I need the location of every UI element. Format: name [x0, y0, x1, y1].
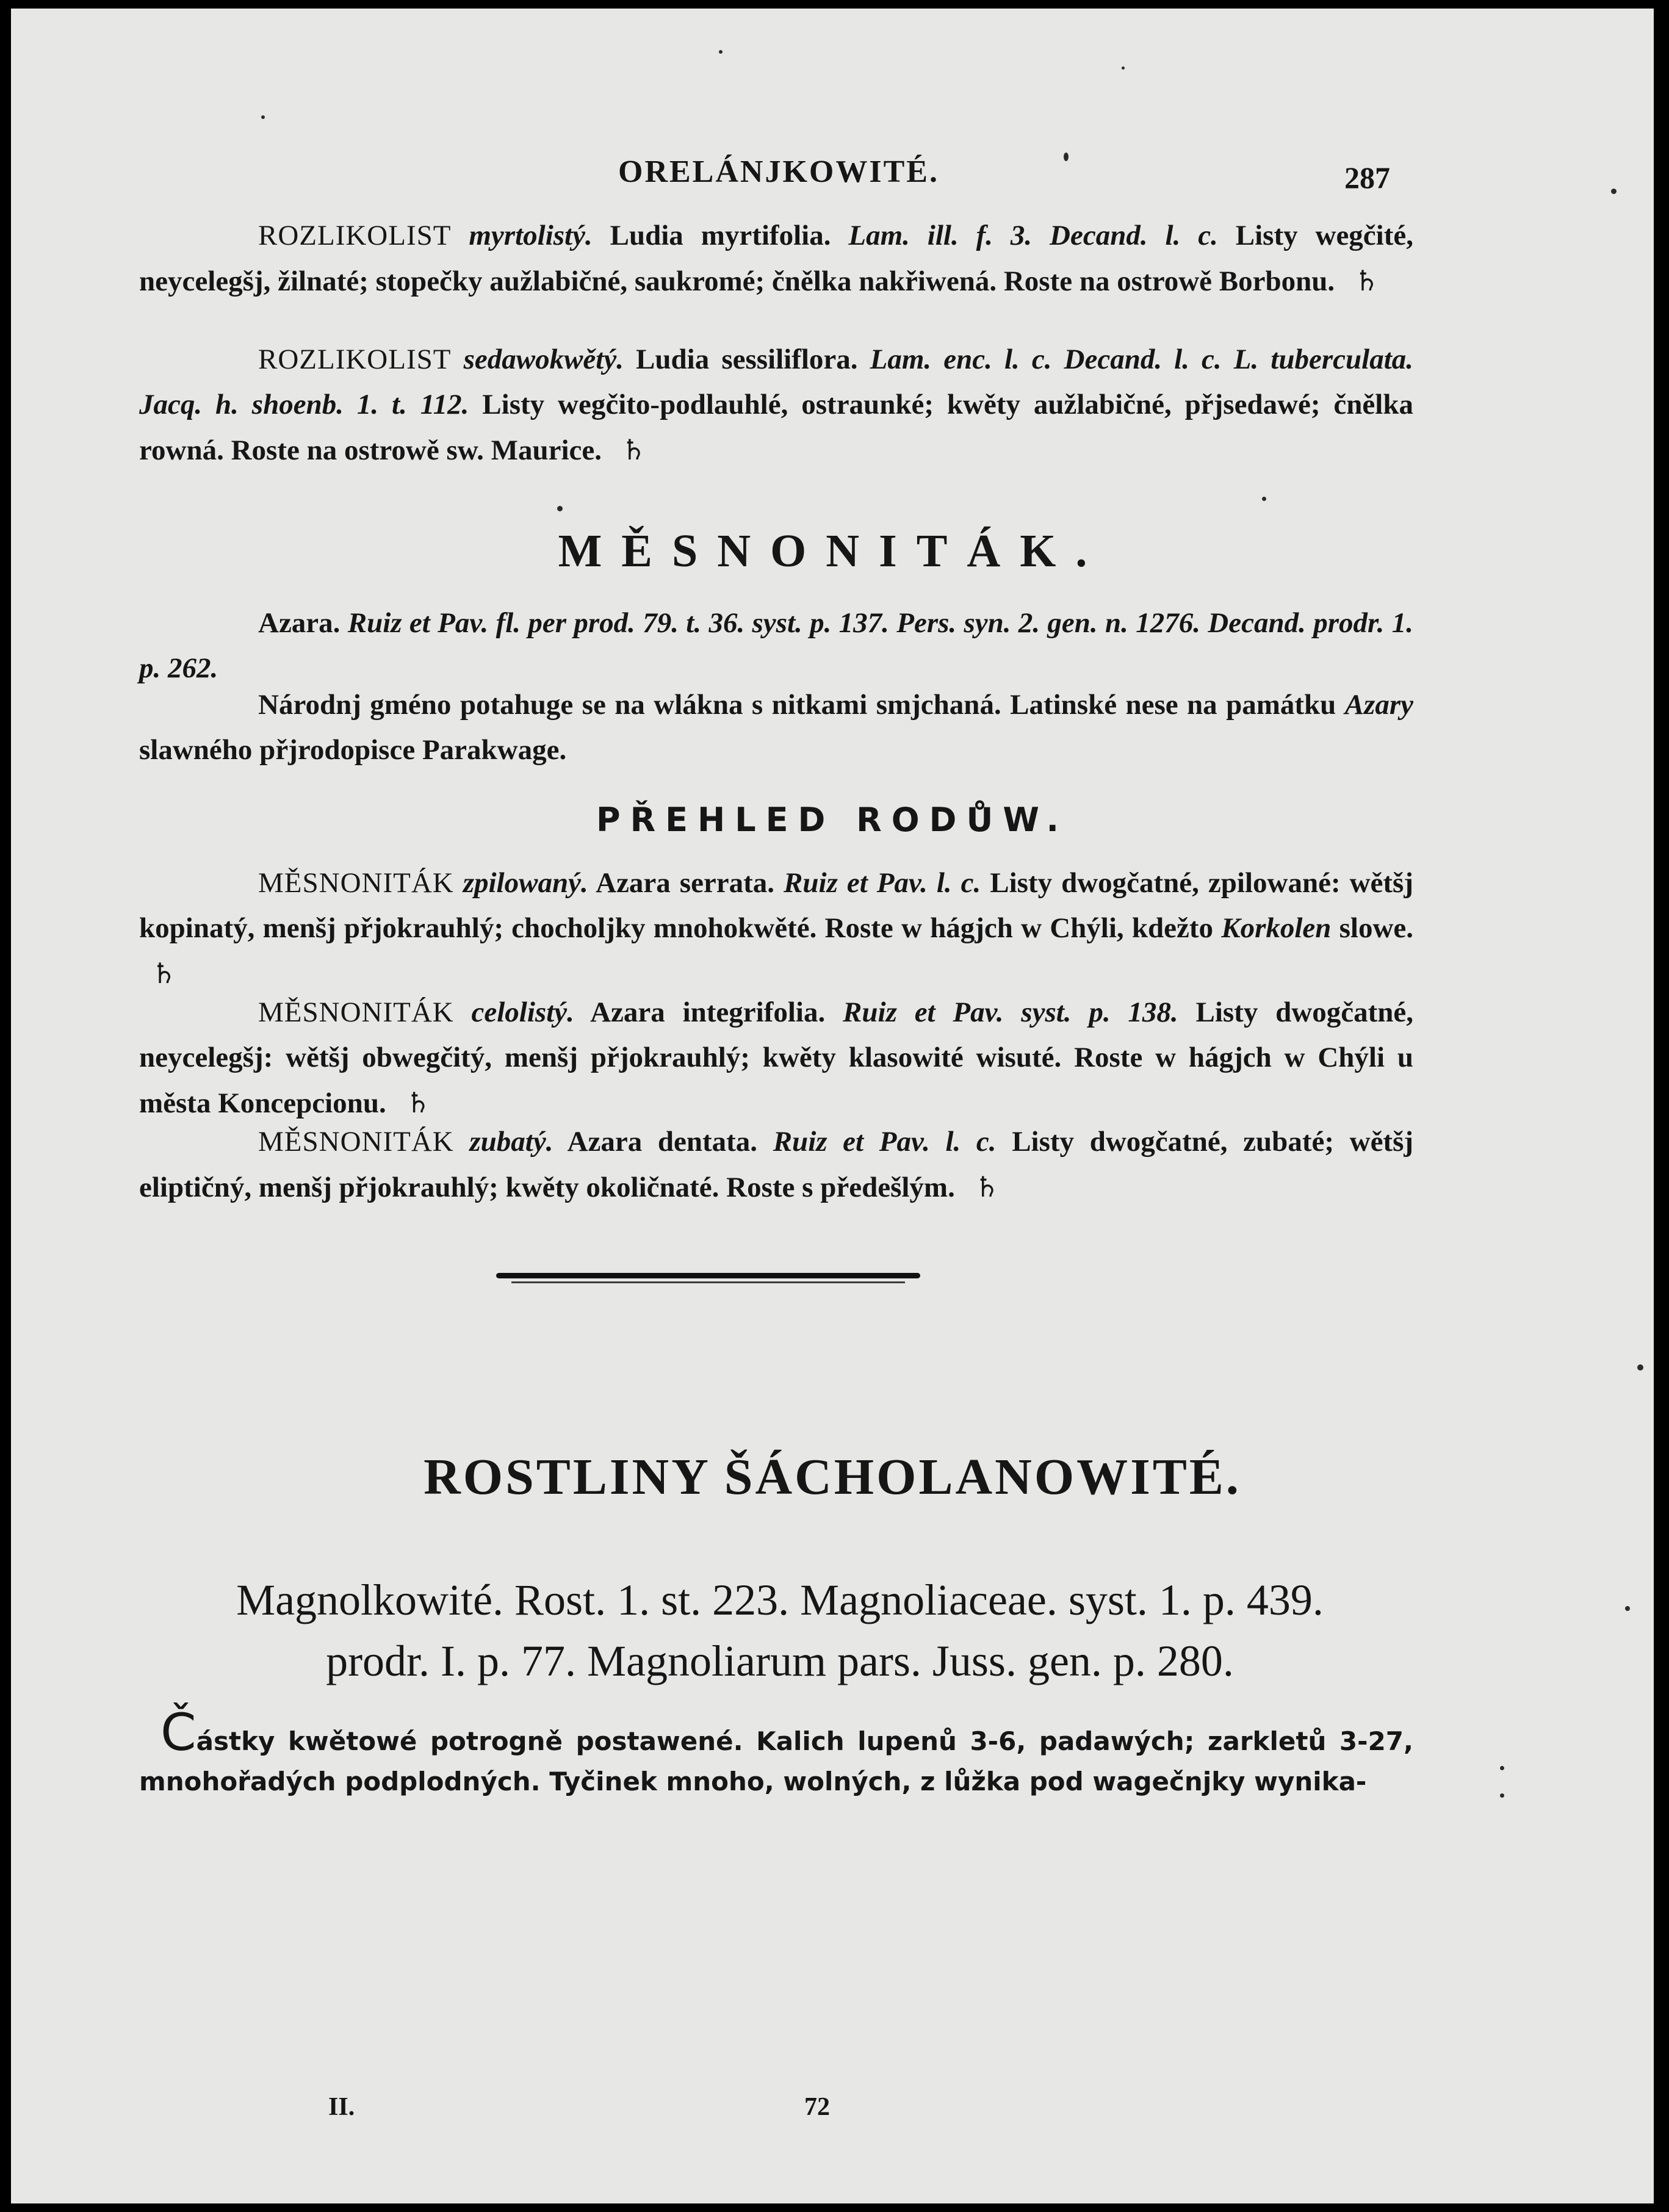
shrub-symbol-icon: ♄: [974, 1170, 1000, 1203]
references: Ruiz et Pav. syst. p. 138.: [843, 996, 1178, 1028]
paper-speck: [719, 50, 723, 54]
overview-heading: PŘEHLED RODŮW.: [596, 801, 1069, 839]
signature-mark: II.: [328, 2093, 355, 2121]
entry-ludia-myrtifolia: [139, 213, 1413, 304]
genus-name: MĚSNONITÁK: [258, 996, 454, 1028]
entry-azara-serrata: [139, 860, 1413, 996]
shrub-symbol-icon: ♄: [1354, 264, 1380, 297]
description: Listy dwogčatné, zubaté; wětšj eliptičný, menšj přjokrauhlý; kwěty okoličnaté. Roste s předešlým.: [139, 1126, 1414, 1203]
description: Listy wegčito-podlauhlé, ostraunké; kwěty aužlabičné, přjsedawé; čnělka rowná. Roste na ostrowě sw. Maurice.: [139, 389, 1413, 466]
entry-ludia-sessiliflora: [139, 337, 1413, 473]
family-synonymy-line2: prodr. I. p. 77. Magnoliarum pars. Juss. gen. p. 280.: [326, 1637, 1234, 1685]
synonymy-name: Azara.: [258, 607, 341, 639]
genus-synonymy: [139, 600, 1413, 691]
etymology-text-end: slawného přjrodopisce Parakwage.: [139, 734, 567, 766]
latin-name: Azara integrifolia.: [590, 996, 826, 1028]
species-epithet: zubatý.: [469, 1126, 553, 1158]
latin-name: Ludia sessiliflora.: [636, 344, 858, 375]
family-description: [139, 1702, 1413, 1802]
etymology-person: Azary: [1344, 689, 1413, 721]
genus-name: ROZLIKOLIST: [258, 344, 452, 375]
genus-name: ROZLIKOLIST: [258, 220, 452, 251]
book-page: [11, 9, 1654, 2203]
references: Lam. enc. l. c. Decand. l. c. L. tuberculata. Jacq. h. shoenb. 1. t. 112.: [139, 344, 1414, 420]
species-epithet: sedawokwětý.: [463, 344, 624, 375]
family-heading: ROSTLINY ŠÁCHOLANOWITÉ.: [424, 1449, 1241, 1505]
page-number: 287: [1344, 160, 1390, 195]
description: Listy dwogčatné, zpilowané: wětšj kopinatý, menšj přjokrauhlý; chocholjky mnohokwěté. Roste w hágjch w Chýli, kdežto: [139, 867, 1413, 944]
drop-capital: Č: [160, 1702, 196, 1762]
paper-speck: [1637, 1364, 1643, 1371]
latin-name: Azara serrata.: [596, 867, 775, 899]
references: Lam. ill. f. 3. Decand. l. c.: [848, 220, 1218, 251]
paper-speck: [1625, 1606, 1630, 1611]
sheet-number: 72: [804, 2093, 830, 2121]
shrub-symbol-icon: ♄: [621, 433, 647, 466]
etymology-text: Národnj gméno potahuge se na wlákna s nitkami smjchaná. Latinské nese na památku: [258, 689, 1336, 721]
shrub-symbol-icon: ♄: [405, 1086, 431, 1119]
paper-speck: [1122, 67, 1125, 70]
local-name: Korkolen: [1221, 912, 1332, 944]
species-epithet: zpilowaný.: [463, 867, 588, 899]
paper-speck: [1064, 153, 1069, 161]
family-synonymy-line1: Magnolkowité. Rost. 1. st. 223. Magnoliaceae. syst. 1. p. 439.: [236, 1576, 1324, 1624]
paper-speck: [261, 115, 265, 119]
synonymy-references: Ruiz et Pav. fl. per prod. 79. t. 36. syst. p. 137. Pers. syn. 2. gen. n. 1276. Decand. prodr. 1. p. 262.: [139, 607, 1414, 684]
running-head: ORELÁNJKOWITÉ.: [618, 154, 939, 189]
description: Listy dwogčatné, neycelegšj: wětšj obwegčitý, menšj přjokrauhlý; kwěty klasowité wisuté. Roste w hágjch w Chýli u města Koncepcionu.: [139, 996, 1413, 1119]
section-divider-thin: [511, 1281, 905, 1283]
paper-speck: [1262, 497, 1266, 501]
family-synonymy: [133, 1569, 1427, 1691]
genus-etymology: [139, 682, 1413, 773]
description: Listy wegčité, neycelegšj, žilnaté; stopečky aužlabičné, saukromé; čnělka nakřiwená. Roste na ostrowě Borbonu.: [139, 220, 1413, 297]
description-end: slowe.: [1339, 912, 1414, 944]
references: Ruiz et Pav. l. c.: [773, 1126, 997, 1158]
section-divider: [496, 1273, 920, 1278]
paper-speck: [1500, 1793, 1504, 1798]
paper-speck: [557, 506, 563, 511]
family-description-text: ástky kwětowé potrogně postawené. Kalich lupenů 3-6, padawých; zarkletů 3-27, mnohořadých podplodných. Tyčinek mnoho, wolných, z lůžka pod wagečnjky wynika-: [139, 1726, 1413, 1796]
genus-name: MĚSNONITÁK: [258, 1126, 454, 1158]
genus-name: MĚSNONITÁK: [258, 867, 454, 899]
shrub-symbol-icon: ♄: [151, 957, 177, 990]
species-epithet: myrtolistý.: [469, 220, 593, 251]
genus-heading: MĚSNONITÁK.: [558, 525, 1107, 577]
entry-azara-dentata: [139, 1119, 1413, 1210]
paper-speck: [1611, 189, 1617, 194]
entry-azara-integrifolia: [139, 990, 1413, 1126]
species-epithet: celolistý.: [471, 996, 574, 1028]
references: Ruiz et Pav. l. c.: [784, 867, 981, 899]
latin-name: Ludia myrtifolia.: [610, 220, 831, 251]
paper-speck: [1500, 1766, 1504, 1770]
latin-name: Azara dentata.: [567, 1126, 758, 1158]
